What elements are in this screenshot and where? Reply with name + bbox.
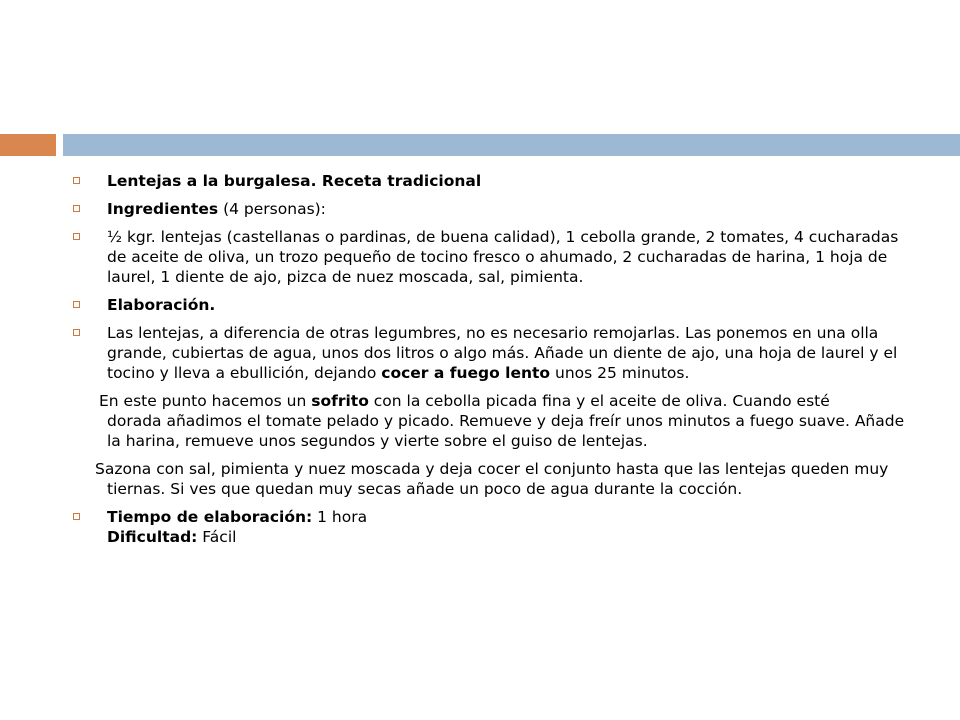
paragraph (70, 391, 910, 451)
list-item (70, 227, 910, 287)
list-item (70, 199, 910, 219)
list-item (70, 507, 910, 547)
paragraph-text: con la cebolla picada fina y el aceite de oliva. Cuando esté (368, 392, 830, 410)
square-bullet-icon (73, 301, 80, 308)
slide-content (70, 171, 910, 555)
paragraph-text-rest: dorada añadimos el tomate pelado y picado. Remueve y deja freír unos minutos a fuego suave. Añade la harina, remueve unos segundos y vierte sobre el guiso de lentejas. (107, 412, 905, 450)
square-bullet-icon (73, 233, 80, 240)
ingredients-heading: Ingredientes (107, 200, 219, 218)
paragraph (70, 459, 910, 499)
difficulty-value: Fácil (197, 528, 237, 546)
ingredients-servings: (4 personas): (218, 200, 326, 218)
paragraph-first-line (99, 391, 910, 411)
paragraph-first-line: Sazona con sal, pimienta y nuez moscada y deja cocer el conjunto hasta que las lentejas queden muy (95, 460, 889, 478)
header-band-blue (63, 134, 960, 156)
ingredients-list: ½ kgr. lentejas (castellanas o pardinas, de buena calidad), 1 cebolla grande, 2 tomates, 4 cucharadas de aceite de oliva, un trozo pequeño de tocino fresco o ahumado, 2 cucharadas de harina, 1 hoja de laurel, 1 diente de ajo, pizca de nuez moscada, sal, pimienta. (107, 228, 899, 286)
time-label: Tiempo de elaboración: (107, 508, 313, 526)
paragraph-text: En este punto hacemos un (99, 392, 312, 410)
paragraph-emphasis: sofrito (311, 392, 369, 410)
step-text: Las lentejas, a diferencia de otras legumbres, no es necesario remojarlas. Las ponemos en una olla grande, cubiertas de agua, unos dos litros o algo más. Añade un diente de ajo, una hoja de laurel y el tocino y lleva a ebullición, dejando (107, 324, 898, 382)
header-band-orange (0, 134, 56, 156)
list-item (70, 171, 910, 191)
square-bullet-icon (73, 329, 80, 336)
step-text-end: unos 25 minutos. (550, 364, 690, 382)
paragraph-text-rest: tiernas. Si ves que quedan muy secas añade un poco de agua durante la cocción. (107, 480, 743, 498)
time-value: 1 hora (312, 508, 368, 526)
list-item (70, 323, 910, 383)
square-bullet-icon (73, 513, 80, 520)
step-emphasis: cocer a fuego lento (381, 364, 551, 382)
list-item (70, 295, 910, 315)
difficulty-label: Dificultad: (107, 528, 198, 546)
square-bullet-icon (73, 205, 80, 212)
square-bullet-icon (73, 177, 80, 184)
recipe-title: Lentejas a la burgalesa. Receta tradicional (107, 172, 482, 190)
preparation-heading: Elaboración. (107, 296, 216, 314)
